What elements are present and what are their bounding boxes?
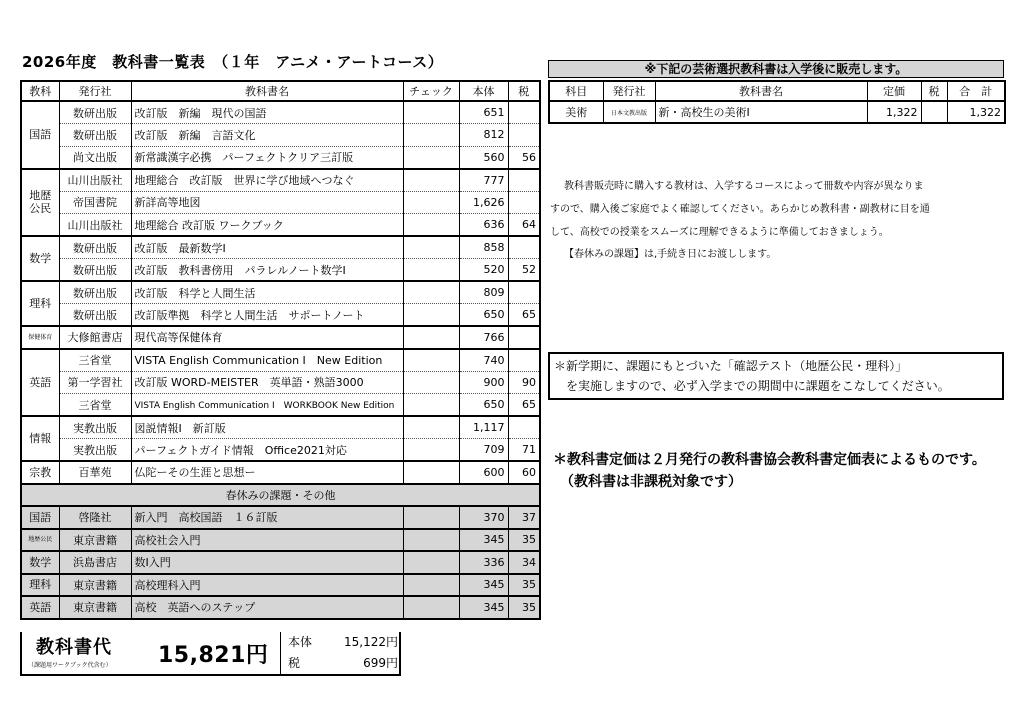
tax-cell <box>508 326 540 349</box>
table-row <box>21 371 540 394</box>
check-cell[interactable] <box>403 326 459 349</box>
price-cell: 345 <box>459 574 508 597</box>
table-row <box>21 236 540 259</box>
book-cell: パーフェクトガイド情報 Office2021対応 <box>131 439 403 462</box>
book-cell: 改訂版 新編 言語文化 <box>131 124 403 147</box>
publisher-cell: 数研出版 <box>59 259 131 282</box>
book-cell: 地理総合 改訂版 世界に学び地域へつなぐ <box>131 169 403 192</box>
subject-cell: 英語 <box>21 349 59 417</box>
book-cell: 新詳高等地図 <box>131 191 403 214</box>
subject-cell: 国語 <box>21 506 59 529</box>
tax-cell: 64 <box>508 214 540 237</box>
check-cell[interactable] <box>403 101 459 124</box>
price-cell: 777 <box>459 169 508 192</box>
check-cell[interactable] <box>403 529 459 552</box>
art-publisher: 日本文教出版 <box>603 101 655 123</box>
note-line-4: 【春休みの課題】は,手続き日にお渡しします。 <box>564 249 777 260</box>
assignment-row <box>21 574 540 597</box>
subject-cell: 数学 <box>21 236 59 281</box>
price-cell: 345 <box>459 529 508 552</box>
subject-cell: 地歴公民 <box>21 529 59 552</box>
art-header-row <box>549 81 1005 101</box>
tax-cell: 60 <box>508 461 540 484</box>
art-col-tax: 税 <box>921 81 947 101</box>
check-cell[interactable] <box>403 191 459 214</box>
check-cell[interactable] <box>403 551 459 574</box>
publisher-cell: 百華苑 <box>59 461 131 484</box>
subject-cell: 宗教 <box>21 461 59 484</box>
price-cell: 1,626 <box>459 191 508 214</box>
check-cell[interactable] <box>403 394 459 417</box>
price-cell: 650 <box>459 304 508 327</box>
tax-cell: 35 <box>508 574 540 597</box>
book-cell: 改訂版 WORD-MEISTER 英単語・熟語3000 <box>131 371 403 394</box>
total-body-value: 15,122円 <box>344 635 398 649</box>
price-cell: 709 <box>459 439 508 462</box>
col-tax: 税 <box>508 81 540 101</box>
book-cell: 改訂版 科学と人間生活 <box>131 281 403 304</box>
book-cell: 図説情報Ⅰ 新訂版 <box>131 416 403 439</box>
publisher-cell: 東京書籍 <box>59 596 131 619</box>
book-cell: VISTA English Communication Ⅰ New Edition <box>131 349 403 372</box>
notice-line-1: ＊新学期に、課題にもとづいた「確認テスト（地歴公民・理科）」 <box>554 359 908 373</box>
publisher-cell: 三省堂 <box>59 349 131 372</box>
total-sublabel: （課題用ワークブック代含む） <box>28 662 112 669</box>
book-cell: 高校社会入門 <box>131 529 403 552</box>
tax-cell <box>508 124 540 147</box>
separator-label: 春休みの課題・その他 <box>21 484 540 507</box>
table-row <box>21 461 540 484</box>
col-check: チェック <box>403 81 459 101</box>
price-cell: 636 <box>459 214 508 237</box>
check-cell[interactable] <box>403 439 459 462</box>
art-col-book: 教科書名 <box>655 81 867 101</box>
subject-cell: 理科 <box>21 281 59 326</box>
table-row <box>21 124 540 147</box>
book-cell: 新入門 高校国語 １６訂版 <box>131 506 403 529</box>
book-cell: 仏陀ーその生涯と思想ー <box>131 461 403 484</box>
price-cell: 651 <box>459 101 508 124</box>
textbook-table <box>20 80 541 620</box>
subject-cell: 保健体育 <box>21 326 59 349</box>
check-cell[interactable] <box>403 574 459 597</box>
price-cell: 650 <box>459 394 508 417</box>
table-row <box>21 439 540 462</box>
note-line-3: して、高校での授業をスムーズに理解できるように準備しておきましょう。 <box>550 227 889 238</box>
col-publisher: 発行社 <box>59 81 131 101</box>
check-cell[interactable] <box>403 124 459 147</box>
tax-cell: 52 <box>508 259 540 282</box>
subject-cell: 地歴 公民 <box>21 169 59 237</box>
table-row <box>21 169 540 192</box>
tax-cell: 65 <box>508 394 540 417</box>
price-cell: 858 <box>459 236 508 259</box>
book-cell: 数Ⅰ入門 <box>131 551 403 574</box>
check-cell[interactable] <box>403 236 459 259</box>
note-line-2: すので、購入後ご家庭でよく確認してください。あらかじめ教科書・副教材に目を通 <box>550 204 930 215</box>
table-row <box>21 416 540 439</box>
check-cell[interactable] <box>403 259 459 282</box>
tax-cell: 35 <box>508 529 540 552</box>
subject-cell: 情報 <box>21 416 59 461</box>
book-cell: 改訂版 新編 現代の国語 <box>131 101 403 124</box>
col-price: 本体 <box>459 81 508 101</box>
tax-cell: 37 <box>508 506 540 529</box>
book-cell: 高校 英語へのステップ <box>131 596 403 619</box>
check-cell[interactable] <box>403 281 459 304</box>
table-row <box>21 214 540 237</box>
tax-cell <box>508 349 540 372</box>
price-cell: 520 <box>459 259 508 282</box>
subject-cell: 国語 <box>21 101 59 169</box>
book-cell: VISTA English Communication Ⅰ WORKBOOK New Edition <box>131 394 403 417</box>
art-table <box>548 80 1006 124</box>
publisher-cell: 東京書籍 <box>59 574 131 597</box>
assignment-row <box>21 506 540 529</box>
total-label: 教科書代 <box>36 637 112 658</box>
total-value: 15,821円 <box>158 643 269 668</box>
book-cell: 現代高等保健体育 <box>131 326 403 349</box>
price-cell: 766 <box>459 326 508 349</box>
publisher-cell: 実教出版 <box>59 439 131 462</box>
table-row <box>21 304 540 327</box>
price-cell: 600 <box>459 461 508 484</box>
tax-cell: 35 <box>508 596 540 619</box>
assignment-row <box>21 551 540 574</box>
table-row <box>21 146 540 169</box>
col-subject: 教科 <box>21 81 59 101</box>
page-title: 2026年度 教科書一覧表 （１年 アニメ・アートコース） <box>22 53 444 71</box>
total-box <box>20 632 401 676</box>
tax-cell: 90 <box>508 371 540 394</box>
total-body-label: 本体 <box>288 635 313 649</box>
publisher-cell: 帝国書院 <box>59 191 131 214</box>
assignment-row <box>21 529 540 552</box>
publisher-cell: 啓隆社 <box>59 506 131 529</box>
tax-cell <box>508 236 540 259</box>
check-cell[interactable] <box>403 214 459 237</box>
art-row <box>549 101 1005 123</box>
art-col-subject: 科目 <box>549 81 603 101</box>
art-subject: 美術 <box>549 101 603 123</box>
publisher-cell: 数研出版 <box>59 281 131 304</box>
publisher-cell: 三省堂 <box>59 394 131 417</box>
tax-cell <box>508 169 540 192</box>
check-cell[interactable] <box>403 506 459 529</box>
publisher-cell: 数研出版 <box>59 304 131 327</box>
table-row <box>21 191 540 214</box>
art-book: 新・高校生の美術Ⅰ <box>655 101 867 123</box>
art-tax <box>921 101 947 123</box>
publisher-cell: 実教出版 <box>59 416 131 439</box>
check-cell[interactable] <box>403 146 459 169</box>
price-note-line-1: ＊教科書定価は２月発行の教科書協会教科書定価表によるものです。 <box>553 452 986 468</box>
tax-cell: 71 <box>508 439 540 462</box>
table-row <box>21 101 540 124</box>
total-tax-value: 699円 <box>363 656 398 670</box>
price-cell: 900 <box>459 371 508 394</box>
art-col-total: 合 計 <box>947 81 1005 101</box>
check-cell[interactable] <box>403 349 459 372</box>
book-cell: 改訂版準拠 科学と人間生活 サポートノート <box>131 304 403 327</box>
tax-cell <box>508 191 540 214</box>
tax-cell: 65 <box>508 304 540 327</box>
price-note-line-2: （教科書は非課税対象です） <box>553 474 742 490</box>
publisher-cell: 東京書籍 <box>59 529 131 552</box>
publisher-cell: 第一学習社 <box>59 371 131 394</box>
note-line-1: 教科書販売時に購入する教材は、入学するコースによって冊数や内容が異なりま <box>564 181 924 192</box>
price-cell: 809 <box>459 281 508 304</box>
check-cell[interactable] <box>403 416 459 439</box>
subject-cell: 英語 <box>21 596 59 619</box>
tax-cell: 34 <box>508 551 540 574</box>
check-cell[interactable] <box>403 371 459 394</box>
publisher-cell: 数研出版 <box>59 124 131 147</box>
check-cell[interactable] <box>403 596 459 619</box>
tax-cell: 56 <box>508 146 540 169</box>
check-cell[interactable] <box>403 304 459 327</box>
publisher-cell: 浜島書店 <box>59 551 131 574</box>
tax-cell <box>508 281 540 304</box>
notice-line-2: を実施しますので、必ず入学までの期間中に課題をこなしてください。 <box>554 379 950 393</box>
table-row <box>21 259 540 282</box>
check-cell[interactable] <box>403 461 459 484</box>
art-total: 1,322 <box>947 101 1005 123</box>
check-cell[interactable] <box>403 169 459 192</box>
assignment-row <box>21 596 540 619</box>
price-cell: 336 <box>459 551 508 574</box>
price-cell: 740 <box>459 349 508 372</box>
price-cell: 560 <box>459 146 508 169</box>
publisher-cell: 大修館書店 <box>59 326 131 349</box>
publisher-cell: 山川出版社 <box>59 214 131 237</box>
book-cell: 地理総合 改訂版 ワークブック <box>131 214 403 237</box>
book-cell: 改訂版 教科書傍用 パラレルノート数学Ⅰ <box>131 259 403 282</box>
price-cell: 1,117 <box>459 416 508 439</box>
subject-cell: 数学 <box>21 551 59 574</box>
art-col-price: 定価 <box>867 81 921 101</box>
publisher-cell: 山川出版社 <box>59 169 131 192</box>
publisher-cell: 尚文出版 <box>59 146 131 169</box>
table-row <box>21 349 540 372</box>
publisher-cell: 数研出版 <box>59 101 131 124</box>
notice-box <box>548 352 1004 400</box>
table-row <box>21 326 540 349</box>
separator-row <box>21 484 540 507</box>
price-cell: 370 <box>459 506 508 529</box>
book-cell: 新常識漢字必携 パーフェクトクリア三訂版 <box>131 146 403 169</box>
total-divider <box>280 632 281 674</box>
book-cell: 改訂版 最新数学Ⅰ <box>131 236 403 259</box>
total-tax-label: 税 <box>288 656 301 670</box>
table-row <box>21 394 540 417</box>
price-cell: 345 <box>459 596 508 619</box>
col-book: 教科書名 <box>131 81 403 101</box>
price-cell: 812 <box>459 124 508 147</box>
art-price: 1,322 <box>867 101 921 123</box>
art-header: ※下記の芸術選択教科書は入学後に販売します。 <box>548 60 1004 78</box>
subject-cell: 理科 <box>21 574 59 597</box>
book-cell: 高校理科入門 <box>131 574 403 597</box>
table-row <box>21 281 540 304</box>
tax-cell <box>508 101 540 124</box>
table-header-row <box>21 81 540 101</box>
publisher-cell: 数研出版 <box>59 236 131 259</box>
tax-cell <box>508 416 540 439</box>
art-col-publisher: 発行社 <box>603 81 655 101</box>
